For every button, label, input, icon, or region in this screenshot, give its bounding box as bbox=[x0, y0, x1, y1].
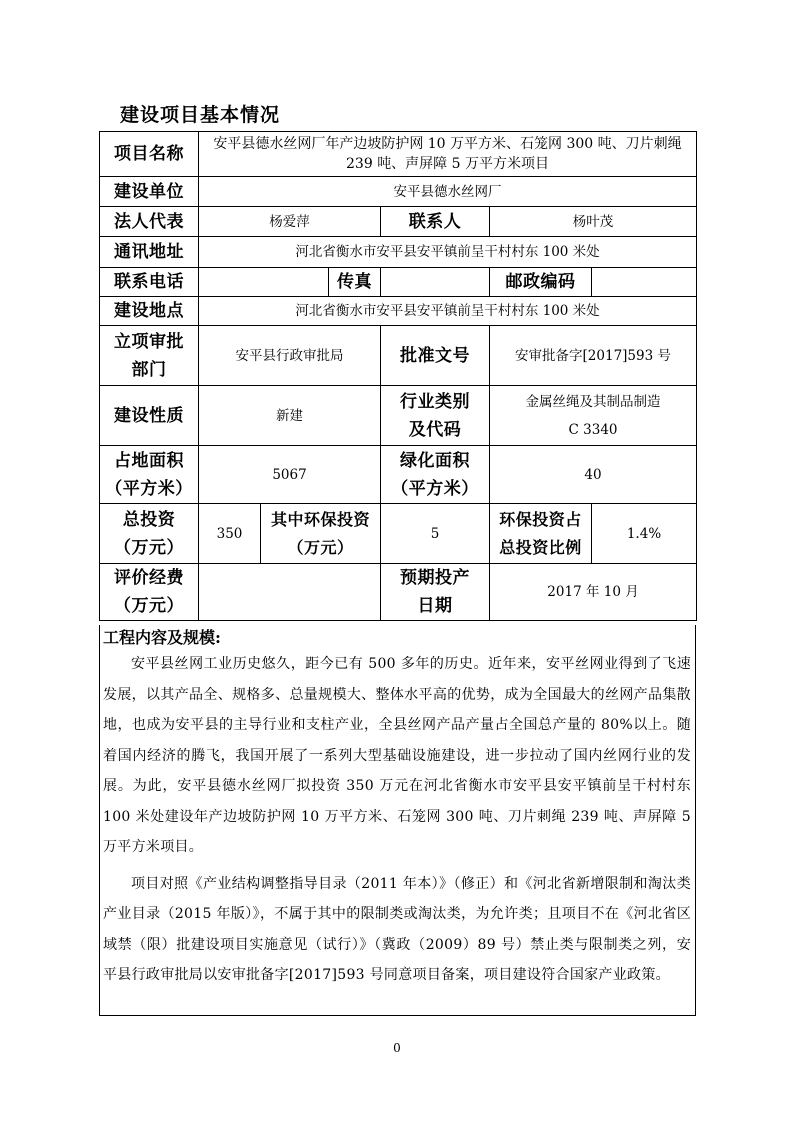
env-ratio-value: 1.4% bbox=[592, 504, 697, 564]
eval-fee-value bbox=[199, 564, 381, 621]
address-value: 河北省衡水市安平县安平镇前呈干村村东 100 米处 bbox=[199, 237, 697, 268]
site-value: 河北省衡水市安平县安平镇前呈干村村东 100 米处 bbox=[199, 297, 697, 326]
land-area-label-line2: （平方米） bbox=[105, 478, 193, 499]
eval-fee-label bbox=[100, 564, 199, 621]
approval-no-value: 安审批备字[2017]593 号 bbox=[490, 326, 697, 386]
approval-dept-label bbox=[100, 326, 199, 386]
phone-value bbox=[199, 268, 329, 297]
industry-label-line2: 及代码 bbox=[408, 419, 462, 440]
land-area-value: 5067 bbox=[199, 446, 381, 504]
industry-label-line1: 行业类别 bbox=[400, 391, 470, 412]
content-paragraph-2: 项目对照《产业结构调整指导目录（2011 年本）》（修正）和《河北省新增限制和淘汰类产业目录（2015 年版）》，不属于其中的限制类或淘汰类，为允许类；且项目不在《河北省区域禁（限）批建设项目实施意见（试行）》（冀政（2009）89 号）禁止类与限制类之列，安平县行政审批局以安审批备字[2017]593 号同意项目备案，项目建设符合国家产业政策。 bbox=[103, 875, 691, 983]
start-date-label-line2: 日期 bbox=[417, 596, 453, 616]
phone-label: 联系电话 bbox=[100, 268, 199, 297]
contact-label: 联系人 bbox=[381, 207, 490, 237]
builder-value: 安平县德水丝网厂 bbox=[199, 177, 697, 207]
total-invest-label-line2: （万元） bbox=[114, 537, 184, 558]
page-number: 0 bbox=[393, 1041, 401, 1055]
page-title: 建设项目基本情况 bbox=[120, 104, 281, 126]
approval-dept-label-line2: 部门 bbox=[131, 359, 167, 380]
builder-label: 建设单位 bbox=[100, 177, 199, 207]
industry-value bbox=[490, 386, 697, 446]
legal-rep-label: 法人代表 bbox=[100, 207, 199, 237]
nature-label: 建设性质 bbox=[100, 386, 199, 446]
env-ratio-label bbox=[490, 504, 592, 564]
fax-value bbox=[381, 268, 490, 297]
project-info-table bbox=[99, 131, 697, 621]
approval-no-label: 批准文号 bbox=[381, 326, 490, 386]
green-area-label bbox=[381, 446, 490, 504]
total-invest-label bbox=[100, 504, 199, 564]
postcode-value bbox=[592, 268, 697, 297]
total-invest-value: 350 bbox=[199, 504, 261, 564]
address-label: 通讯地址 bbox=[100, 237, 199, 268]
land-area-label-line1: 占地面积 bbox=[114, 450, 184, 471]
approval-dept-value: 安平县行政审批局 bbox=[199, 326, 381, 386]
env-invest-value: 5 bbox=[381, 504, 490, 564]
industry-value-line2: C 3340 bbox=[568, 421, 618, 438]
env-invest-label bbox=[261, 504, 381, 564]
green-area-value: 40 bbox=[490, 446, 697, 504]
project-name-value: 安平县德水丝网厂年产边坡防护网 10 万平方米、石笼网 300 吨、刀片刺绳 239 吨、声屏障 5 万平方米项目 bbox=[199, 132, 697, 177]
postcode-label: 邮政编码 bbox=[490, 268, 592, 297]
industry-label bbox=[381, 386, 490, 446]
legal-rep-value: 杨爱萍 bbox=[199, 207, 381, 237]
eval-fee-label-line2: （万元） bbox=[114, 596, 184, 616]
start-date-value: 2017 年 10 月 bbox=[490, 564, 697, 621]
fax-label: 传真 bbox=[329, 268, 381, 297]
green-area-label-line2: （平方米） bbox=[391, 478, 479, 499]
env-invest-label-line1: 其中环保投资 bbox=[270, 509, 370, 529]
env-ratio-label-line1: 环保投资占 bbox=[499, 509, 582, 529]
approval-dept-label-line1: 立项审批 bbox=[114, 331, 184, 352]
project-name-label: 项目名称 bbox=[100, 132, 199, 177]
project-content-section bbox=[99, 625, 696, 1016]
start-date-label bbox=[381, 564, 490, 621]
land-area-label bbox=[100, 446, 199, 504]
content-paragraph-1: 安平县丝网工业历史悠久，距今已有 500 多年的历史。近年来，安平丝网业得到了飞速发展，以其产品全、规格多、总量规模大、整体水平高的优势，成为全国最大的丝网产品集散地，也成为安平县的主导行业和支柱产业，全县丝网产品产量占全国总产量的 80%以上。随着国内经济的腾飞，我国开展了一系列大型基础设施建设，进一步拉动了国内丝网行业的发展。为此，安平县德水丝网厂拟投资 350 万元在河北省衡水市安平县安平镇前呈干村村东 100 米处建设年产边坡防护网 10 万平方米、石笼网 300 吨、刀片刺绳 239 吨、声屏障 5 万平方米项目。 bbox=[103, 656, 691, 855]
nature-value: 新建 bbox=[199, 386, 381, 446]
industry-value-line1: 金属丝绳及其制品制造 bbox=[525, 393, 661, 410]
content-heading: 工程内容及规模: bbox=[103, 628, 221, 647]
green-area-label-line1: 绿化面积 bbox=[400, 450, 470, 471]
total-invest-label-line1: 总投资 bbox=[122, 509, 176, 530]
site-label: 建设地点 bbox=[100, 297, 199, 326]
start-date-label-line1: 预期投产 bbox=[400, 568, 470, 588]
env-invest-label-line2: （万元） bbox=[287, 537, 354, 557]
eval-fee-label-line1: 评价经费 bbox=[114, 568, 184, 588]
env-ratio-label-line2: 总投资比例 bbox=[499, 537, 582, 557]
contact-value: 杨叶茂 bbox=[490, 207, 697, 237]
